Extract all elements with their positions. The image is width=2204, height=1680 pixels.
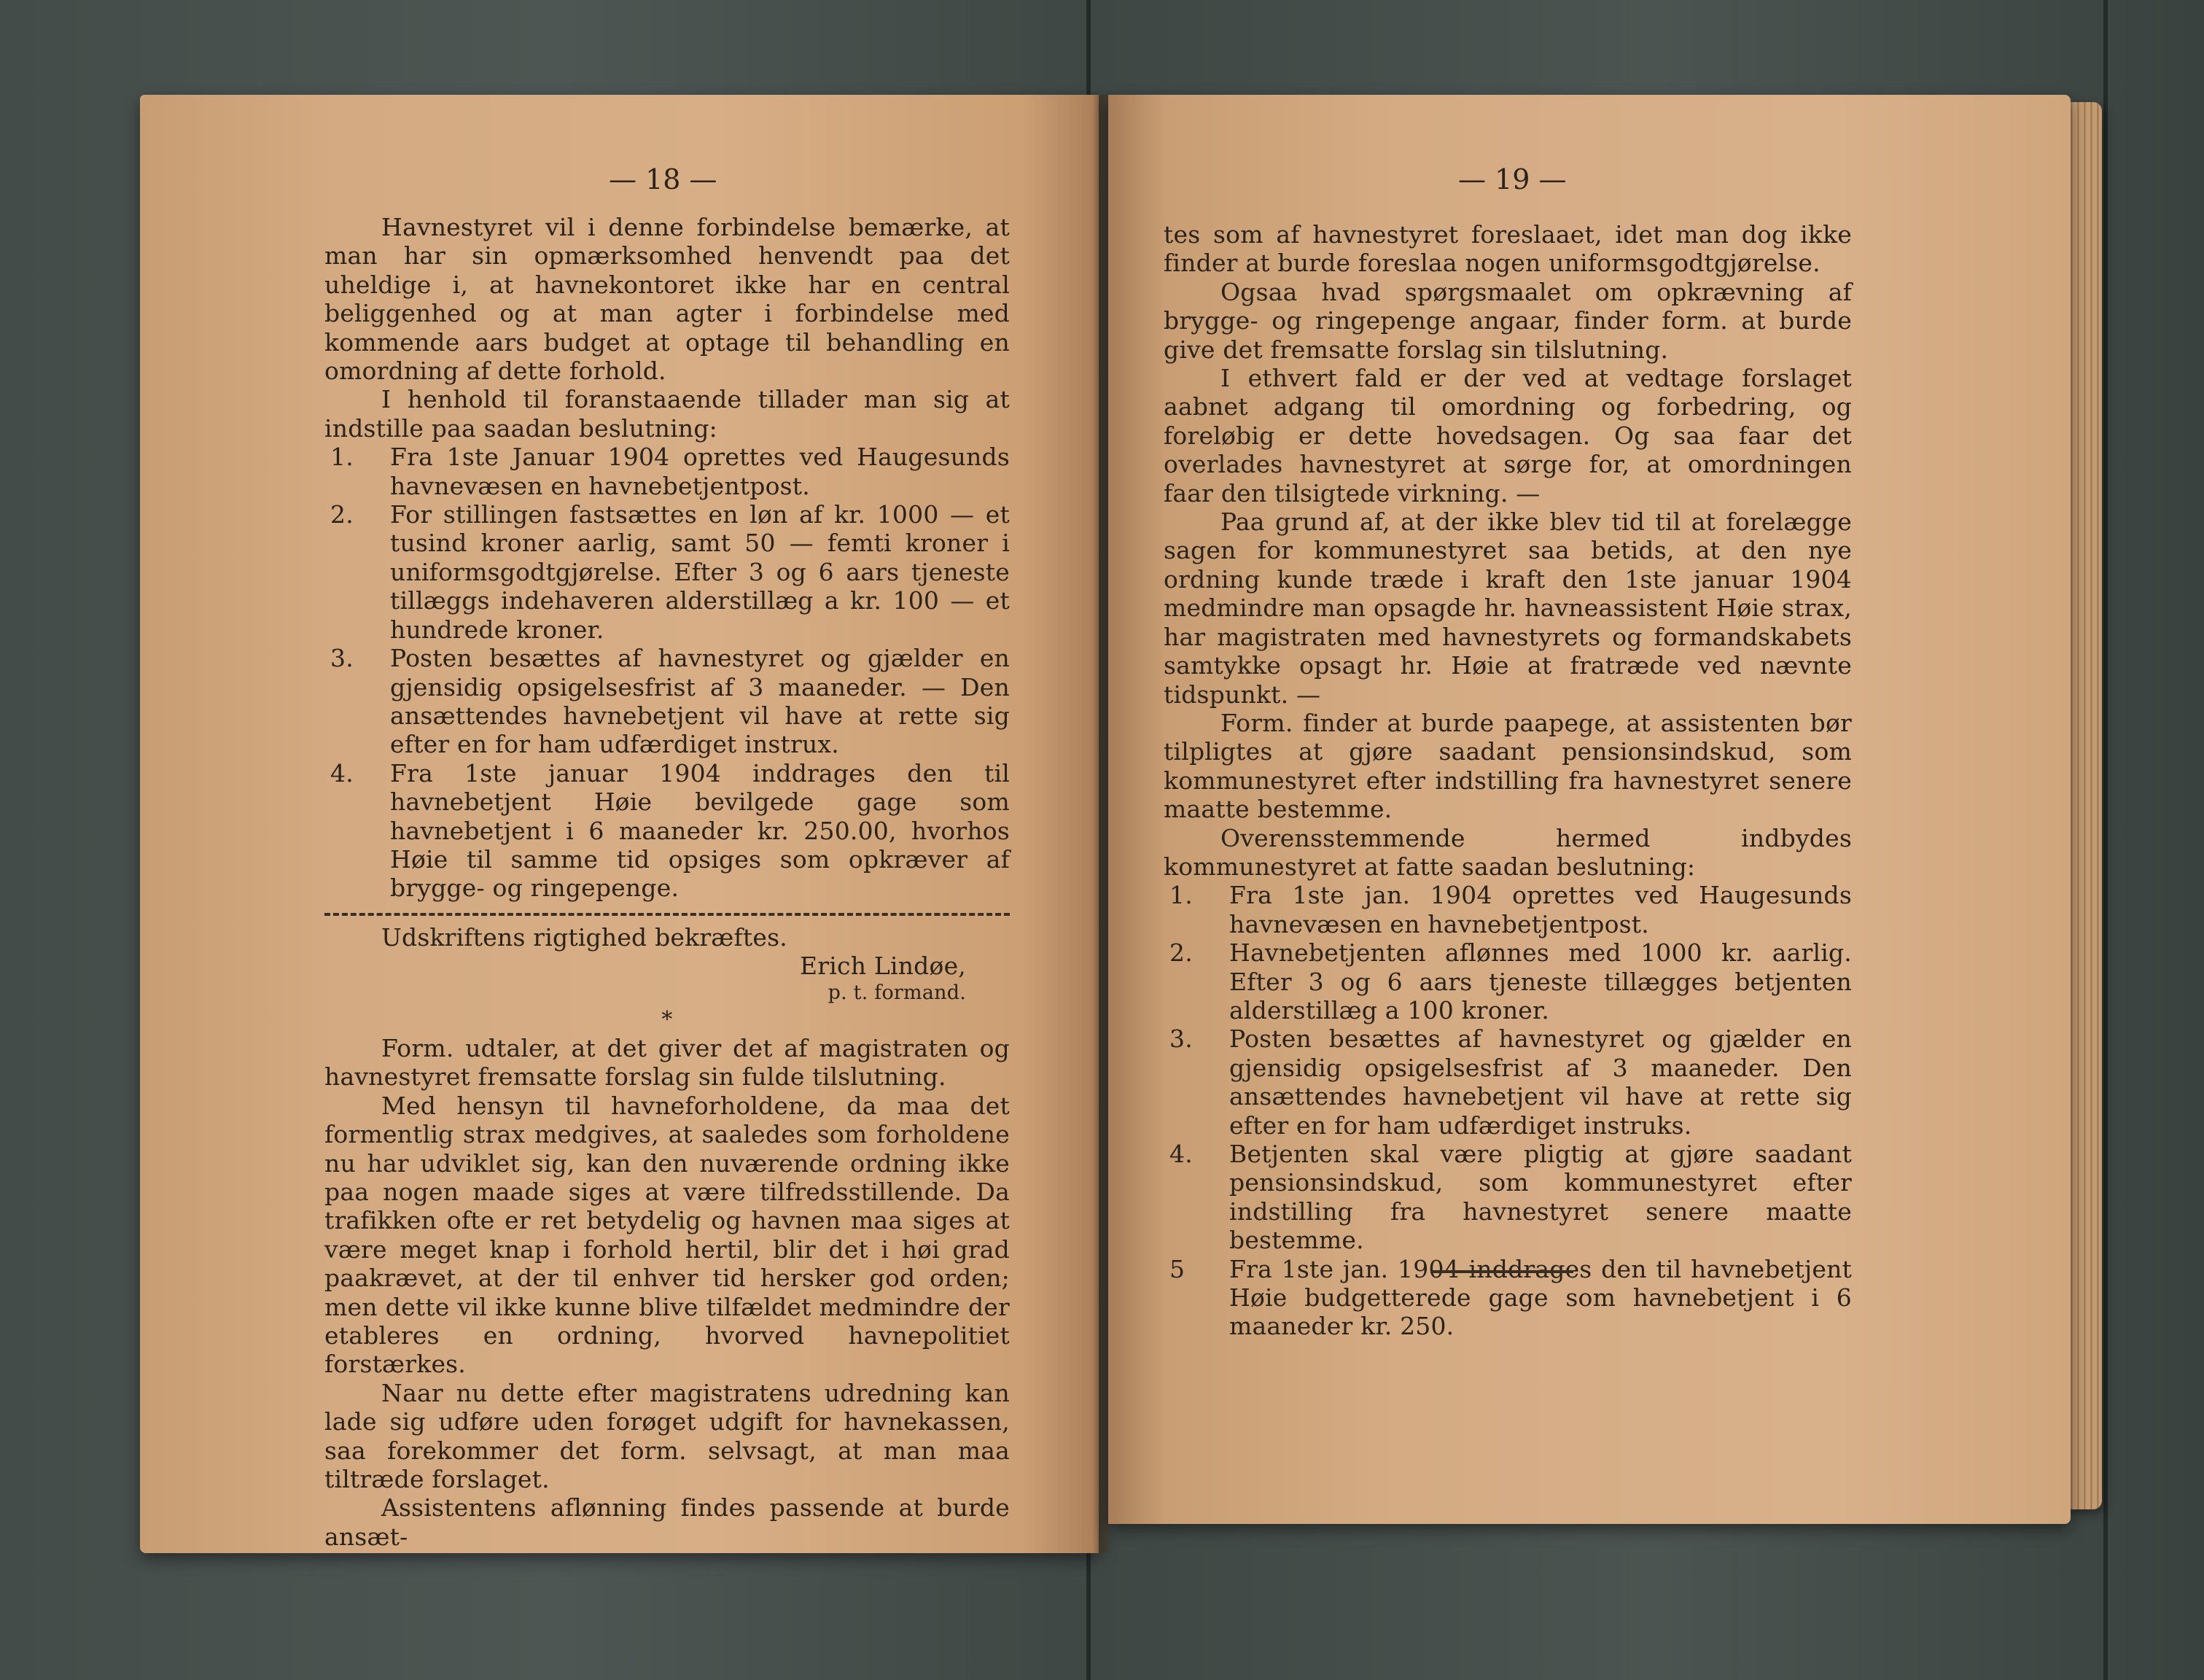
list-text: Posten besættes af havnestyret og gjælder en gjensidig opsigelsesfrist af 3 maaneder. — Den ansættendes havnebetjent vil have at rette sig efter en for ham udfærdiget instrux. bbox=[390, 644, 1010, 759]
background-seam bbox=[2103, 0, 2108, 1680]
list-text: Fra 1ste jan. 1904 oprettes ved Haugesunds havnevæsen en havnebetjentpost. bbox=[1229, 881, 1852, 938]
list-text: Fra 1ste januar 1904 inddrages den til havnebetjent Høie bevilgede gage som havnebetjent i 6 maaneder kr. 250.00, hvorhos Høie til samme tid opsiges som opkræver af brygge- og ringepenge. bbox=[390, 758, 1010, 903]
list-item bbox=[1164, 1140, 1852, 1255]
certification-line: Udskriftens rigtighed bekræftes. bbox=[381, 922, 787, 952]
left-page bbox=[140, 95, 1099, 1553]
left-page-text bbox=[324, 213, 1010, 1551]
list-number: 4. bbox=[1169, 1140, 1193, 1168]
paragraph: Med hensyn til havneforholdene, da maa det formentlig strax medgives, at saaledes som forholdene nu har udviklet sig, kan den nuværende ordning ikke paa nogen maade siges at være tilfredsstillende. Da trafikken ofte er ret betydelig og havnen maa siges at være meget knap i forhold hertil, blir det i høi grad paakrævet, at der til enhver tid hersker god orden; men dette vil ikke kunne blive tilfældet medmindre der etableres en ordning, hvorved havnepolitiet forstærkes. bbox=[324, 1091, 1010, 1379]
section-separator: * bbox=[661, 1006, 673, 1032]
list-item bbox=[1164, 1255, 1852, 1341]
page-stack-edge bbox=[2067, 102, 2102, 1509]
paragraph: Ogsaa hvad spørgsmaalet om opkrævning af brygge- og ringepenge angaar, finder form. at burde give det fremsatte forslag sin tilslutning. bbox=[1164, 277, 1852, 364]
list-number: 4. bbox=[330, 758, 354, 788]
list-text: Fra 1ste Januar 1904 oprettes ved Haugesunds havnevæsen en havnebetjentpost. bbox=[390, 443, 1010, 500]
right-page bbox=[1108, 95, 2071, 1524]
paragraph-continuation: tes som af havnestyret foreslaaet, idet man dog ikke finder at burde foreslaa nogen uniformsgodtgjørelse. bbox=[1164, 220, 1852, 278]
list-number: 1. bbox=[1169, 881, 1193, 910]
page-number: — 19 — bbox=[1458, 163, 1567, 195]
list-text: For stillingen fastsættes en løn af kr. 1000 — et tusind kroner aarlig, samt 50 — femti kroner i uniformsgodtgjørelse. Efter 3 og 6 aars tjeneste tillæggs indehaveren alderstillæg a kr. 100 — et hundrede kroner. bbox=[390, 500, 1010, 644]
list-item bbox=[1164, 1024, 1852, 1140]
list-text: Havnebetjenten aflønnes med 1000 kr. aarlig. Efter 3 og 6 aars tjeneste tillægges betjenten alderstillæg a 100 kroner. bbox=[1229, 938, 1852, 1024]
list-text: Fra 1ste jan. 1904 inddrages den til havnebetjent Høie budgetterede gage som havnebetjent i 6 maaneder kr. 250. bbox=[1229, 1254, 1852, 1341]
list-number: 5 bbox=[1169, 1254, 1185, 1283]
paragraph: Havnestyret vil i denne forbindelse bemærke, at man har sin opmærksomhed henvendt paa det uheldige i, at havnekontoret ikke har en central beliggenhed og at man agter i forbindelse med kommende aars budget at optage til behandling en omordning af dette forhold. bbox=[324, 213, 1010, 386]
paragraph: Assistentens aflønning findes passende at burde ansæt- bbox=[324, 1493, 1010, 1551]
list-item bbox=[1164, 938, 1852, 1024]
signature-name: Erich Lindøe, bbox=[800, 952, 966, 981]
list-item bbox=[324, 759, 1010, 903]
paragraph: Paa grund af, at der ikke blev tid til at forelægge sagen for kommunestyret saa betids, at den nye ordning kunde træde i kraft den 1ste januar 1904 medmindre man opsagde hr. havneassistent Høie strax, har magistraten med havnestyrets og formandskabets samtykke opsagt hr. Høie at fratræde ved nævnte tidspunkt. — bbox=[1164, 508, 1852, 709]
paragraph: I henhold til foranstaaende tillader man sig at indstille paa saadan beslutning: bbox=[324, 385, 1010, 443]
dashed-separator bbox=[324, 913, 1010, 916]
list-number: 2. bbox=[330, 500, 354, 529]
paragraph: Form. udtaler, at det giver det af magistraten og havnestyret fremsatte forslag sin fulde tilslutning. bbox=[324, 1033, 1010, 1092]
paragraph: Form. finder at burde paapege, at assistenten bør tilpligtes at gjøre saadant pensionsindskud, som kommunestyret efter indstilling fra havnestyret senere maatte bestemme. bbox=[1164, 708, 1852, 824]
paragraph: I ethvert fald er der ved at vedtage forslaget aabnet adgang til omordning og forbedring, og foreløbig er dette hovedsagen. Og saa faar det overlades havnestyret at sørge for, at omordningen faar den tilsigtede virkning. — bbox=[1164, 364, 1852, 508]
list-text: Betjenten skal være pligtig at gjøre saadant pensionsindskud, som kommunestyret efter indstilling fra havnestyret senere maatte bestemme. bbox=[1229, 1140, 1852, 1255]
list-item bbox=[324, 443, 1010, 500]
paragraph: Overensstemmende hermed indbydes kommunestyret at fatte saadan beslutning: bbox=[1164, 823, 1852, 881]
list-item bbox=[324, 644, 1010, 759]
list-item bbox=[324, 500, 1010, 644]
list-number: 3. bbox=[1169, 1024, 1193, 1054]
list-number: 1. bbox=[330, 443, 354, 472]
right-page-text bbox=[1164, 220, 1852, 1341]
list-text: Posten besættes af havnestyret og gjælder en gjensidig opsigelsesfrist af 3 maaneder. Den ansættendes havnebetjent vil have at rette sig efter en for ham udfærdiget instruks. bbox=[1229, 1024, 1852, 1140]
list-number: 2. bbox=[1169, 938, 1193, 968]
list-item bbox=[1164, 881, 1852, 938]
paragraph: Naar nu dette efter magistratens udredning kan lade sig udføre uden forøget udgift for havnekassen, saa forekommer det form. selvsagt, at man maa tiltræde forslaget. bbox=[324, 1378, 1010, 1494]
end-rule bbox=[1430, 1270, 1573, 1273]
signature-role: p. t. formand. bbox=[828, 981, 966, 1004]
page-number: — 18 — bbox=[609, 163, 717, 195]
list-number: 3. bbox=[330, 644, 354, 673]
